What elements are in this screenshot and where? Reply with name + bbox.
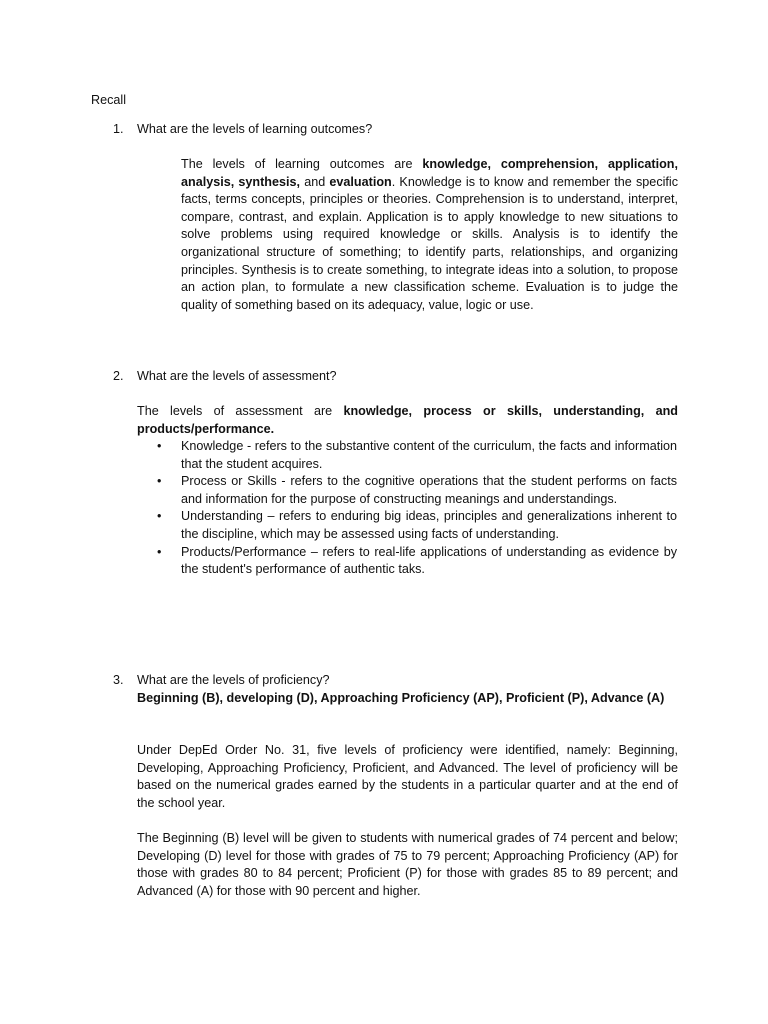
answer-2-bold: knowledge, process or skills, understanding, and products/performance. <box>137 404 678 436</box>
answer-1-paragraph <box>181 156 678 314</box>
list-item-text: Products/Performance – refers to real-life applications of understanding as evidence by the student's performance of authentic taks. <box>181 544 677 577</box>
question-1-number: 1. <box>113 122 124 136</box>
answer-1-bold-levels: knowledge, comprehension, application, analysis, synthesis, <box>181 157 678 189</box>
list-item <box>137 508 677 543</box>
question-2-text: What are the levels of assessment? <box>137 369 337 383</box>
bullet-icon: • <box>157 439 162 453</box>
section-heading: Recall <box>91 93 126 107</box>
answer-3-paragraph-2 <box>137 830 678 900</box>
question-3-number: 3. <box>113 673 124 687</box>
question-1 <box>113 121 679 139</box>
answer-1-rest: . Knowledge is to know and remember the specific facts, terms concepts, principles or theories. Comprehension is to understand, interpret, compare, contrast, and explain. Application is to apply knowledge to new situations to solve problems using required knowledge or skills. Analysis is to identify the organizational structure of something; to identify parts, relationships, and organizing principles. Synthesis is to create something, to integrate ideas into a solution, to propose an action plan, to formulate a new classification scheme. Evaluation is to judge the quality of something based on its adequacy, value, logic or use. <box>181 174 679 312</box>
answer-1-and: and <box>300 174 330 189</box>
assessment-levels-list <box>137 438 677 579</box>
answer-3-para2-text: The Beginning (B) level will be given to students with numerical grades of 74 percent and below; Developing (D) level for those with grades of 75 to 79 percent; Approaching Proficiency (AP) for those with grades 80 to 84 percent; Proficient (P) for those with grades 85 to 89 percent; and Advanced (A) for those with 90 percent and higher. <box>137 831 678 898</box>
bullet-icon: • <box>157 509 162 524</box>
question-3-text: What are the levels of proficiency? <box>137 673 330 687</box>
list-item <box>137 473 677 508</box>
answer-3-paragraph-1 <box>137 742 678 812</box>
bullet-icon: • <box>157 544 162 559</box>
list-item-text: Understanding – refers to enduring big ideas, principles and generalizations inherent to the discipline, which may be assessed using facts of understanding. <box>181 509 677 541</box>
question-2-number: 2. <box>113 369 124 383</box>
question-1-text: What are the levels of learning outcomes? <box>137 122 373 136</box>
list-item-text: Knowledge - refers to the substantive content of the curriculum, the facts and information that the student acquires. <box>181 439 677 471</box>
answer-2-intro <box>137 403 678 438</box>
bullet-icon: • <box>157 474 162 489</box>
answer-2-lead: The levels of assessment are <box>137 404 344 418</box>
answer-1-bold-evaluation: evaluation <box>329 174 392 189</box>
question-2 <box>113 368 679 386</box>
list-item <box>137 438 677 473</box>
answer-1 <box>181 156 678 314</box>
question-3 <box>113 672 679 690</box>
answer-3-bold: Beginning (B), developing (D), Approaching Proficiency (AP), Proficient (P), Advance (A) <box>137 691 665 705</box>
list-item-text: Process or Skills - refers to the cognitive operations that the student performs on facts and information for the purpose of constructing meanings and understandings. <box>181 474 677 506</box>
answer-3-para1-text: Under DepEd Order No. 31, five levels of proficiency were identified, namely: Beginning, Developing, Approaching Proficiency, Proficient, and Advanced. The level of proficiency will be based on the numerical grades earned by the students in a particular quarter and at the end of the school year. <box>137 743 678 810</box>
answer-1-lead: The levels of learning outcomes are <box>181 157 423 171</box>
answer-3-levels <box>137 690 678 708</box>
answer-2-paragraph <box>137 403 678 438</box>
answer-3-levels-paragraph <box>137 690 678 708</box>
list-item <box>137 544 677 579</box>
